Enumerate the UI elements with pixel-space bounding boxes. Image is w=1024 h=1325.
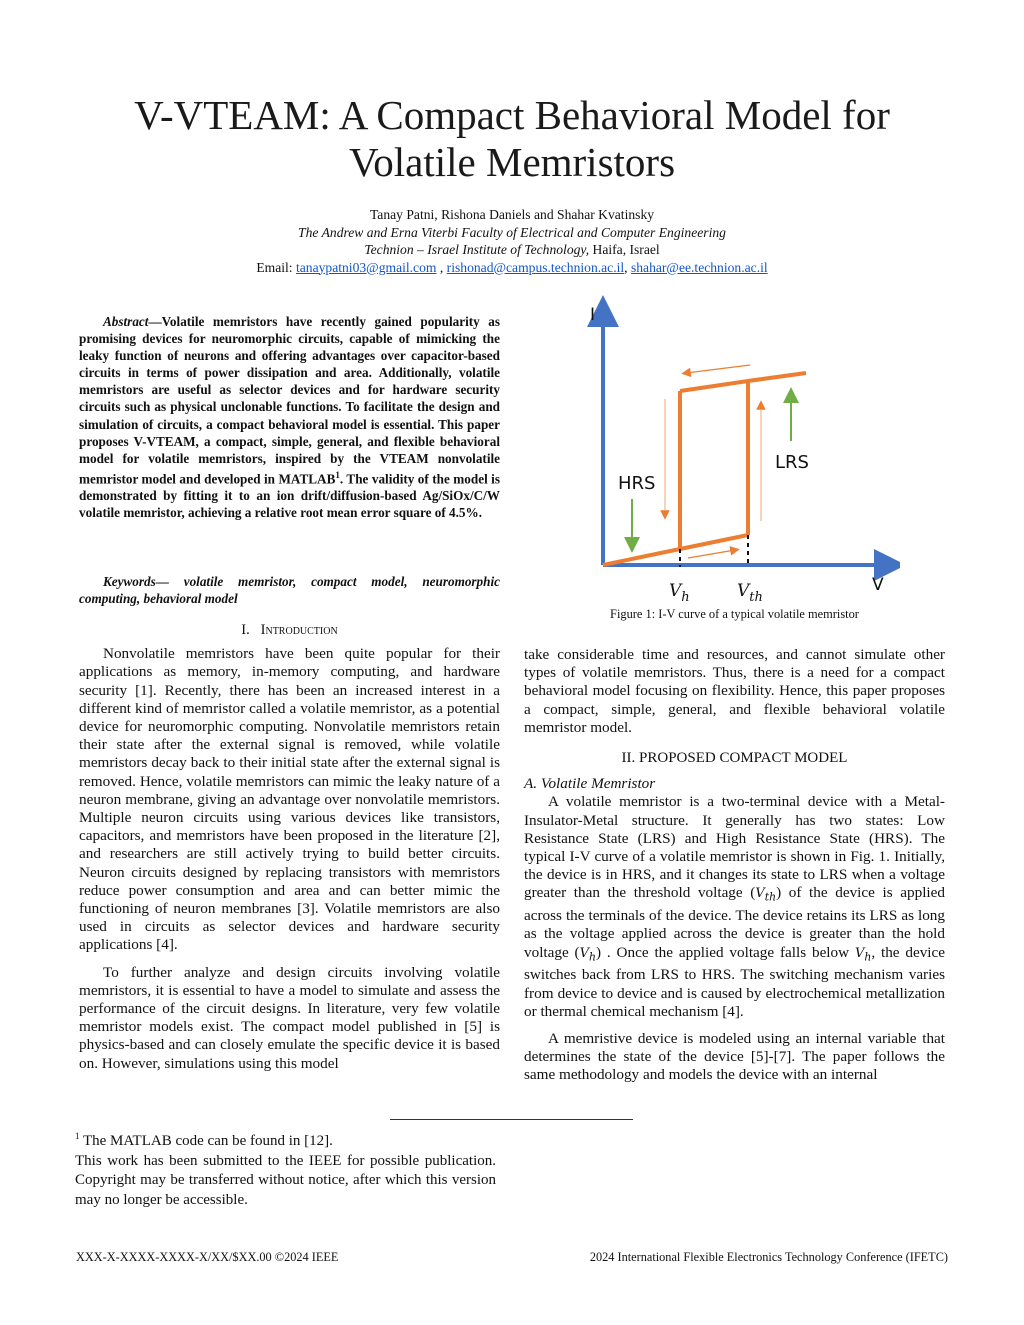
- email-separator: ,: [624, 259, 631, 275]
- figure-iv-curve: [570, 295, 900, 625]
- vth-label: $V_{th}$: [737, 581, 763, 605]
- left-column: [79, 621, 500, 1073]
- y-axis-label: I: [590, 305, 596, 325]
- abstract: [79, 313, 500, 522]
- vh-symbol: $V_h$: [579, 945, 596, 964]
- affiliation-location: Haifa, Israel: [589, 242, 660, 257]
- email-link-patni[interactable]: tanaypatni03@gmail.com: [295, 259, 437, 275]
- abstract-dash: —: [148, 314, 162, 329]
- vh-label: $V_h$: [669, 581, 690, 605]
- subsection-heading-volatile-memristor: A. Volatile Memristor: [524, 775, 656, 793]
- lrs-label: LRS: [775, 452, 809, 473]
- lrs-branch: [680, 373, 806, 391]
- email-label: Email:: [256, 259, 296, 275]
- footnote: [75, 1127, 496, 1210]
- title-line-1: V-VTEAM: A Compact Behavioral Model for: [134, 92, 890, 138]
- keywords-text: volatile memristor, compact model, neuromorphic computing, behavioral model: [79, 574, 500, 607]
- hrs-branch: [603, 535, 748, 565]
- ieee-notice: This work has been submitted to the IEEE for possible publication. Copyright may be transferred without notice, after which this version may no longer be accessible.: [75, 1152, 496, 1208]
- figure-caption: Figure 1: I-V curve of a typical volatile memristor: [610, 607, 859, 621]
- abstract-lead: Abstract: [103, 314, 149, 329]
- keywords: [79, 573, 500, 607]
- section-number: I.: [241, 622, 250, 638]
- footer-conference: 2024 International Flexible Electronics Technology Conference (IFETC): [589, 1250, 948, 1264]
- intro-paragraph-2: To further analyze and design circuits involving volatile memristors, it is essential to have a model to simulate and assess the performance of the circuit designs. In literature, very few volatile memristor models exist. The compact model published in [5] is physics-based and can closely emulate the specific device it is based on. However, simulations using this model: [79, 963, 500, 1072]
- x-axis-label: V: [872, 575, 884, 595]
- footnote-number: 1: [75, 1131, 80, 1141]
- email-link-kvatinsky[interactable]: shahar@ee.technion.ac.il: [630, 259, 768, 275]
- section-title: Introduction: [260, 622, 338, 638]
- footnote-marker: 1: [335, 469, 340, 480]
- model-paragraph-2: A memristive device is modeled using an internal variable that determines the state of the device [5]-[7]. The paper follows the same methodology and models the device with an internal: [524, 1030, 945, 1084]
- affiliation-institute: [0, 241, 1024, 259]
- model-paragraph-1: [524, 793, 945, 1021]
- vth-symbol: $V_{th}$: [755, 886, 777, 905]
- text-run: A volatile memristor is a two-terminal device with a Metal-Insulator-Metal structure. It generally has two states: Low Resistance State (LRS) and High Resistance State (HRS). The typical I-V curve of a volatile memristor is shown in Fig. 1. Initially, the device is in HRS, and it changes its state to LRS when a voltage greater than the threshold voltage (: [524, 793, 945, 902]
- abstract-text: Volatile memristors have recently gained popularity as promising devices for neuromorphic circuits, capable of mimicking the leaky function of neurons and offering advantages over capacitor-based circuits in terms of power dissipation and area. Additionally, volatile memristors are useful as selector devices and for hardware security circuits such as physical unclonable functions. To facilitate the design and simulation of circuits, a compact behavioral model is essential. This paper proposes V-VTEAM, a compact, simple, general, and flexible behavioral model for volatile memristors, inspired by the VTEAM nonvolatile memristor model and developed in MATLAB: [79, 314, 500, 487]
- section-heading-introduction: [79, 621, 500, 639]
- text-run: ) . Once the applied voltage falls below: [596, 943, 855, 961]
- affiliation-faculty: The Andrew and Erna Viterbi Faculty of Electrical and Computer Engineering: [298, 224, 726, 240]
- text-run: ) of the device is applied across the terminals of the device. The device retains its LRS as long as the voltage applied across the device is greater than the hold voltage (: [524, 884, 945, 961]
- keywords-label: Keywords—: [103, 574, 169, 589]
- intro-paragraph-1: Nonvolatile memristors have been quite popular for their applications as memory, in-memory computing, and hardware security [1]. Recently, there has been an increased interest in a different kind of memristor called a volatile memristor, as a potential device for neuromorphic computing. Nonvolatile memristors retain their state after the external signal is removed, while volatile memristors decay back to their initial state after the external signal is removed. Hence, volatile memristors can mimic the leaky nature of a neuron membrane, giving an advantage over nonvolatile memristors. Multiple neuron circuits using various devices like transistors, capacitors, and memristors have been proposed in the literature [2], and researchers are still actively trying to build better circuits. Neuron circuits designed by replacing transistors with memristors reduce power consumption and area and can better mimic the functioning of neuron membranes [3]. Volatile memristors are also used in circuits as selector devices and hardware security applications [4].: [79, 645, 500, 954]
- right-column: [524, 646, 945, 1085]
- author-names: Tanay Patni, Rishona Daniels and Shahar Kvatinsky: [369, 207, 655, 222]
- text-run: , the device switches back from LRS to HRS. The switching mechanism varies from device to device and is caused by electrochemical metallization or thermal chemical mechanism [4].: [524, 943, 946, 1020]
- section-heading-proposed-model: II. PROPOSED COMPACT MODEL: [621, 750, 848, 767]
- footnote-1: [75, 1127, 496, 1152]
- footnote-text: The MATLAB code can be found in [12].: [79, 1133, 333, 1149]
- affiliation-institute-name: Technion – Israel Institute of Technology,: [364, 242, 590, 257]
- email-link-daniels[interactable]: rishonad@campus.technion.ac.il: [446, 259, 625, 275]
- footnote-rule: [390, 1119, 633, 1120]
- intro-paragraph-2-continued: take considerable time and resources, and cannot simulate other types of volatile memristors. Thus, there is a need for a compact behavioral model focusing on flexibility. Hence, this paper proposes a compact, simple, general, and flexible behavioral volatile memristor model.: [524, 646, 945, 736]
- email-separator: ,: [436, 259, 447, 275]
- author-block: [0, 206, 1024, 276]
- iv-curve-plot: [570, 295, 900, 625]
- abstract-text-end: . The validity of the model is demonstrated by fitting it to an ion drift/diffusion-based Ag/SiOx/C/W volatile memristor, achieving a relative root mean error square of 4.5%.: [79, 471, 500, 521]
- hrs-label: HRS: [618, 473, 656, 494]
- vh-symbol: $V_h$: [854, 945, 872, 964]
- paper-title: [0, 92, 1024, 186]
- email-line: [0, 259, 1024, 277]
- footer-copyright: XXX-X-XXXX-XXXX-X/XX/$XX.00 ©2024 IEEE: [76, 1250, 339, 1264]
- title-line-2: Volatile Memristors: [348, 139, 676, 185]
